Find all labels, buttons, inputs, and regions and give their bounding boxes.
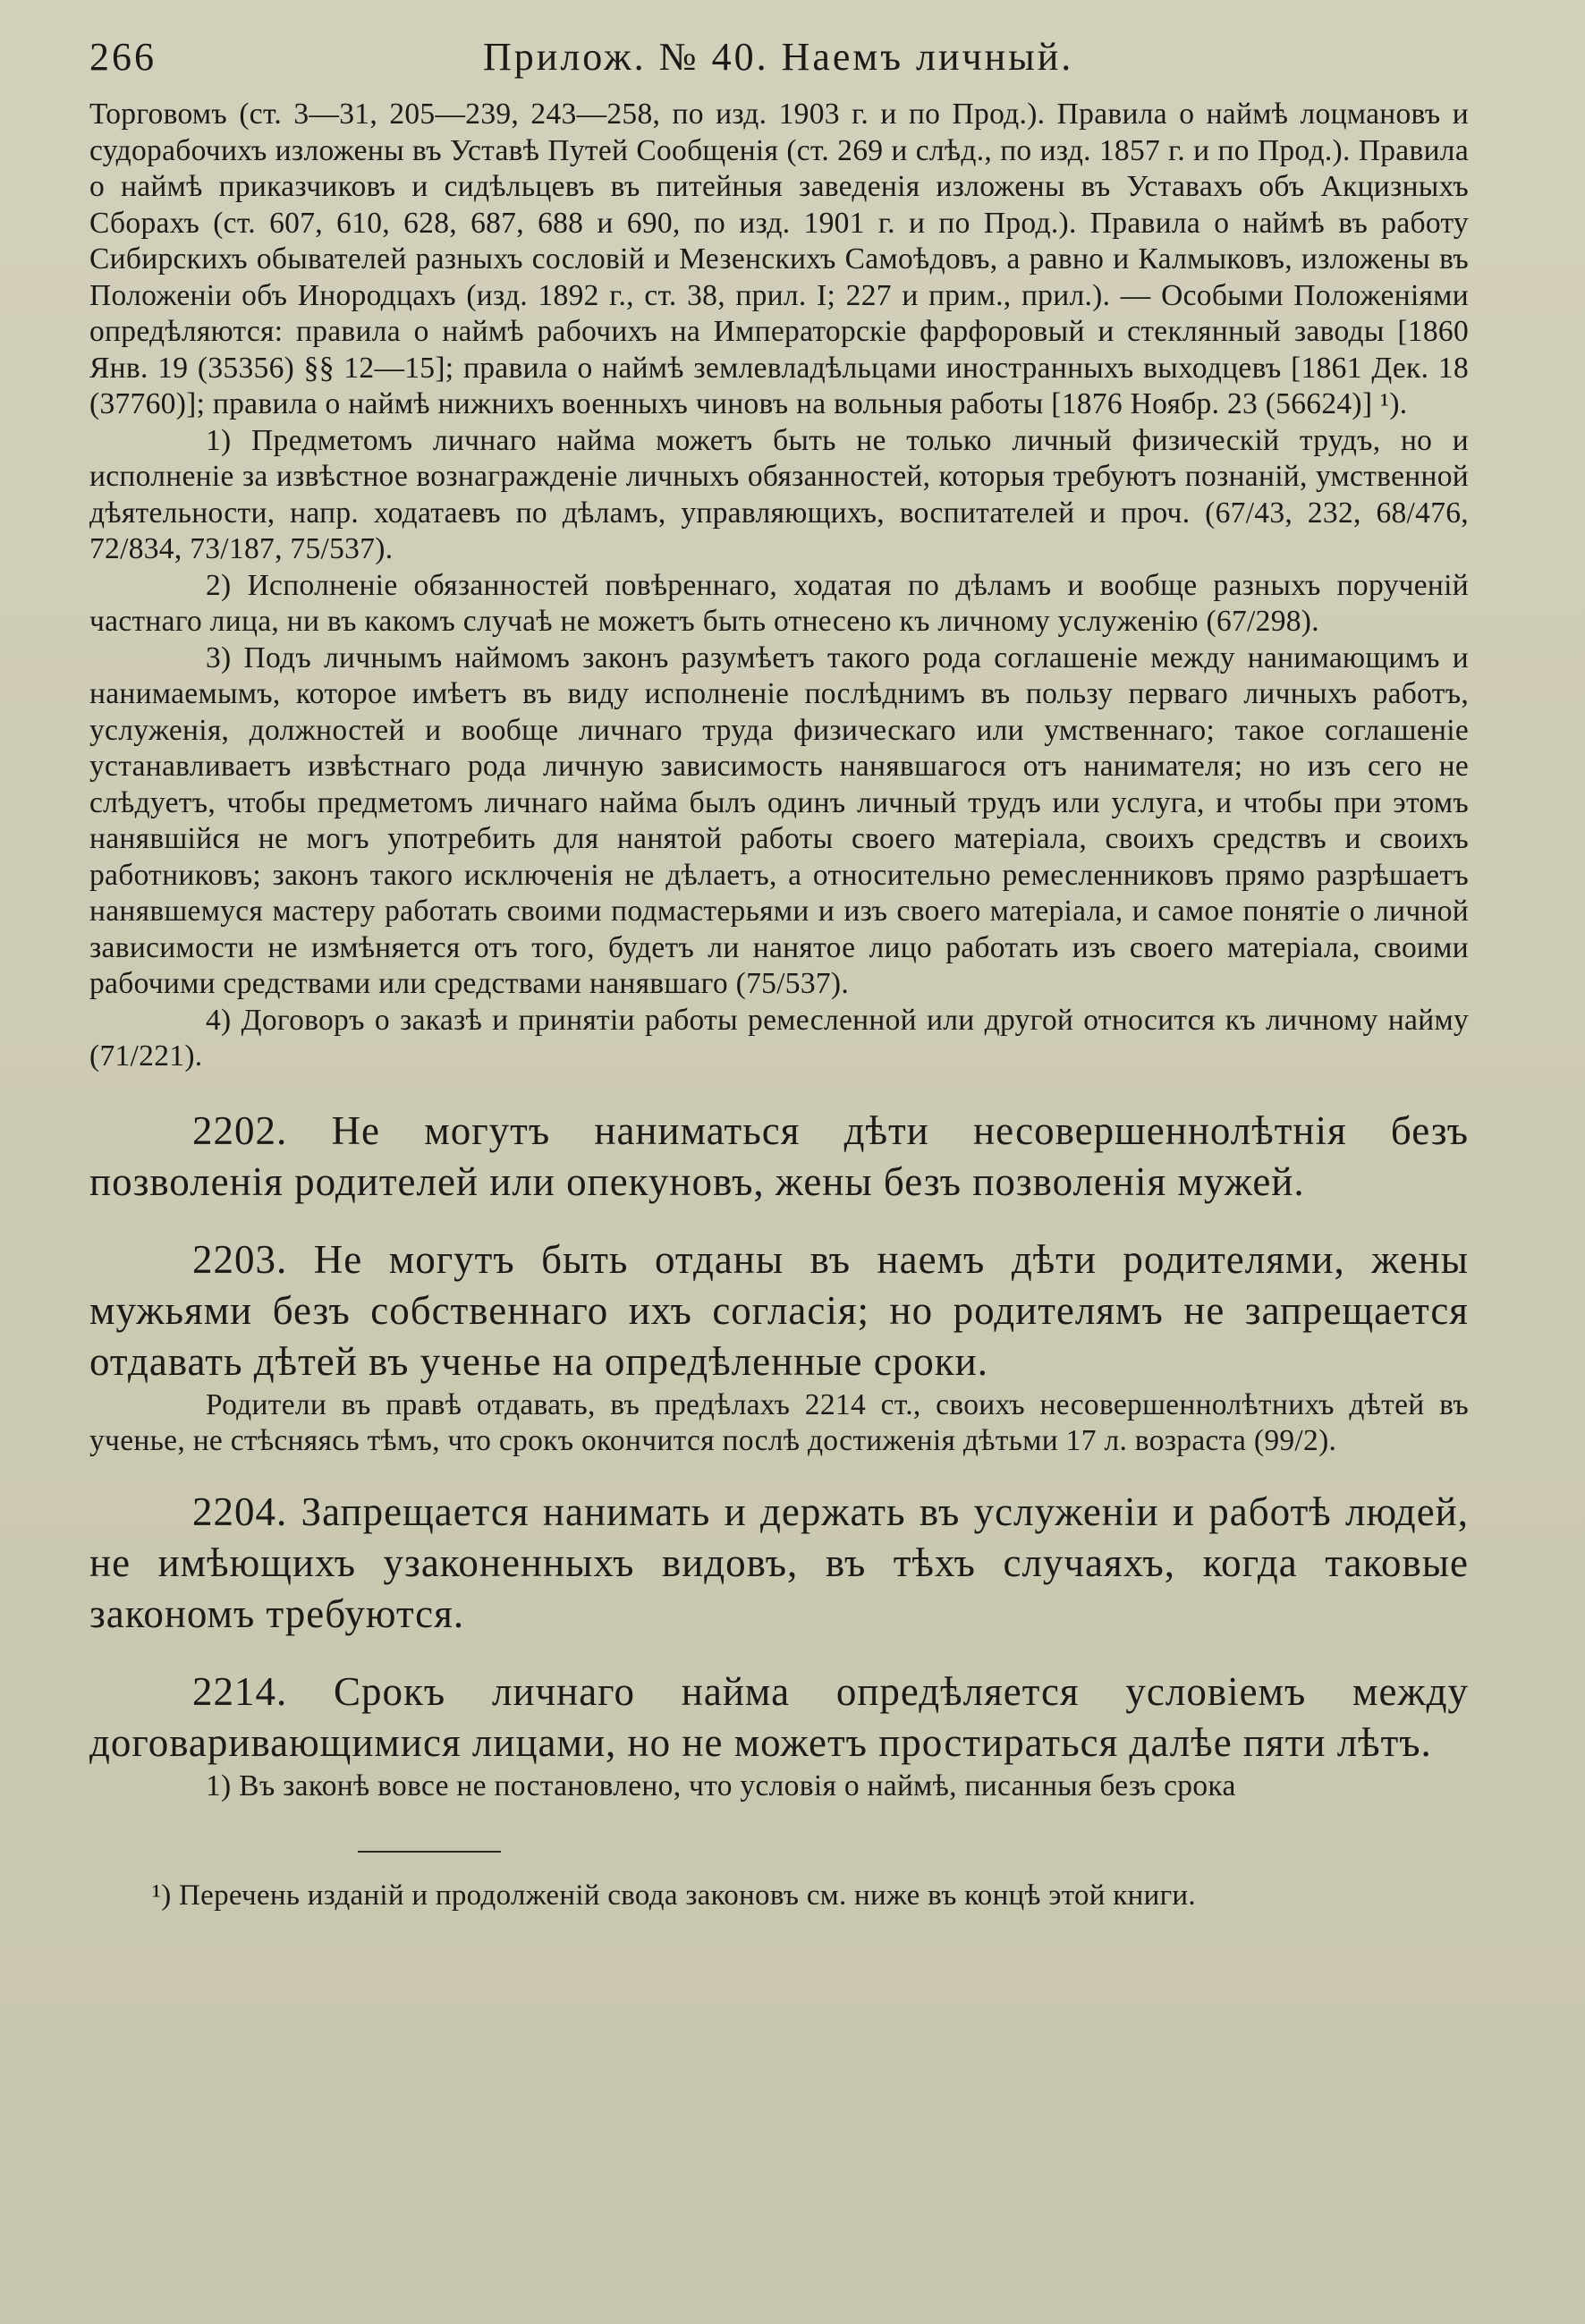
note-3: 3) Подъ личнымъ наймомъ законъ разумѣетъ такого рода соглашеніе между нанимающимъ и нанимаемымъ, которое имѣетъ въ виду исполненіе послѣднимъ въ пользу перваго личныхъ работъ, услуженія, должностей и вообще личнаго труда физическаго или умственнаго; такое соглашеніе устанавливаетъ извѣстнаго рода личную зависимость нанявшагося отъ нанимателя; но изъ сего не слѣдуетъ, чтобы предметомъ личнаго найма былъ одинъ личный трудъ или услуга, и чтобы при этомъ нанявшійся не могъ употребить для нанятой работы своего матеріала, своихъ средствъ и своихъ работниковъ; законъ такого исключенія не дѣлаетъ, а относительно ремесленниковъ прямо разрѣшаетъ нанявшемуся мастеру работать своими подмастерьями и изъ своего матеріала, и самое понятіе о личной зависимости не измѣняется отъ того, будетъ ли нанятое лицо работать изъ своего матеріала, своими рабочими средствами или средствами нанявшаго (75/537). [89,640,1469,1000]
page-header [89,34,1469,97]
article-text: Не могутъ быть отданы въ наемъ дѣти родителями, жены мужьями безъ собственнаго ихъ согласія; но родителямъ не запрещается отдавать дѣтей въ ученье на опредѣленные сроки. [89,1236,1470,1384]
article-number: 2204. [192,1489,288,1534]
note-2: 2) Исполненіе обязанностей повѣреннаго, ходатая по дѣламъ и вообще разныхъ порученій частнаго лица, ни въ какомъ случаѣ не можетъ быть отнесено къ личному услуженію (67/298). [89,568,1469,638]
article-2203 [89,1234,1469,1387]
page-number: 266 [89,35,157,79]
article-text: Не могутъ наниматься дѣти несовершеннолѣтнія безъ позволенія родителей или опекуновъ, жены безъ позволенія мужей. [89,1107,1470,1204]
article-number: 2214. [192,1668,288,1714]
article-text: Запрещается нанимать и держать въ услуженіи и работѣ людей, не имѣющихъ узаконенныхъ видовъ, въ тѣхъ случаяхъ, когда таковые закономъ требуются. [89,1489,1470,1636]
article-2214-note: 1) Въ законѣ вовсе не постановлено, что условія о наймѣ, писанныя безъ срока [206,1768,1236,1802]
article-2214 [89,1667,1469,1768]
article-text: Срокъ личнаго найма опредѣляется условіемъ между договаривающимися лицами, но не можетъ простираться далѣе пяти лѣтъ. [89,1668,1469,1765]
running-title: Прилож. № 40. Наемъ личный. [483,35,1074,79]
article-number: 2203. [192,1236,288,1282]
footnote: ¹) Перечень изданій и продолженій свода законовъ см. ниже въ концѣ этой книги. [152,1879,1196,1912]
note-1: 1) Предметомъ личнаго найма можетъ быть не только личный физическій трудъ, но и исполненіе за извѣстное вознагражденіе личныхъ обязанностей, которыя требуютъ познаній, умственной дѣятельности, напр. ходатаевъ по дѣламъ, управляющихъ, воспитателей и проч. (67/43, 232, 68/476, 72/834, 73/187, 75/537). [89,423,1469,565]
article-2202 [89,1106,1469,1208]
footnote-divider [358,1851,501,1853]
intro-paragraph: Торговомъ (ст. 3—31, 205—239, 243—258, по изд. 1903 г. и по Прод.). Правила о наймѣ лоцмановъ и судорабочихъ изложены въ Уставѣ Путей Сообщенія (ст. 269 и слѣд., по изд. 1857 г. и по Прод.). Правила о наймѣ приказчиковъ и сидѣльцевъ въ питейныя заведенія изложены въ Уставахъ объ Акцизныхъ Сборахъ (ст. 607, 610, 628, 687, 688 и 690, по изд. 1901 г. и по Прод.). Правила о наймѣ въ работу Сибирскихъ обывателей разныхъ сословій и Мезенскихъ Самоѣдовъ, а равно и Калмыковъ, изложены въ Положеніи объ Инородцахъ (изд. 1892 г., ст. 38, прил. I; 227 и прим., прил.). — Особыми Положеніями опредѣляются: правила о наймѣ рабочихъ на Императорскіе фарфоровый и стеклянный заводы [1860 Янв. 19 (35356) §§ 12—15]; правила о наймѣ землевладѣльцами иностранныхъ выходцевъ [1861 Дек. 18 (37760)]; правила о наймѣ нижнихъ военныхъ чиновъ на вольныя работы [1876 Ноябр. 23 (56624)] ¹). [89,98,1469,420]
article-2204 [89,1487,1469,1640]
article-2203-note: Родители въ правѣ отдавать, въ предѣлахъ 2214 ст., своихъ несовершеннолѣтнихъ дѣтей въ ученье, не стѣсняясь тѣмъ, что срокъ окончится послѣ достиженія дѣтьми 17 л. возраста (99/2). [89,1387,1469,1457]
article-number: 2202. [192,1107,288,1153]
note-4: 4) Договоръ о заказѣ и принятіи работы ремесленной или другой относится къ личному найму (71/221). [89,1003,1469,1073]
